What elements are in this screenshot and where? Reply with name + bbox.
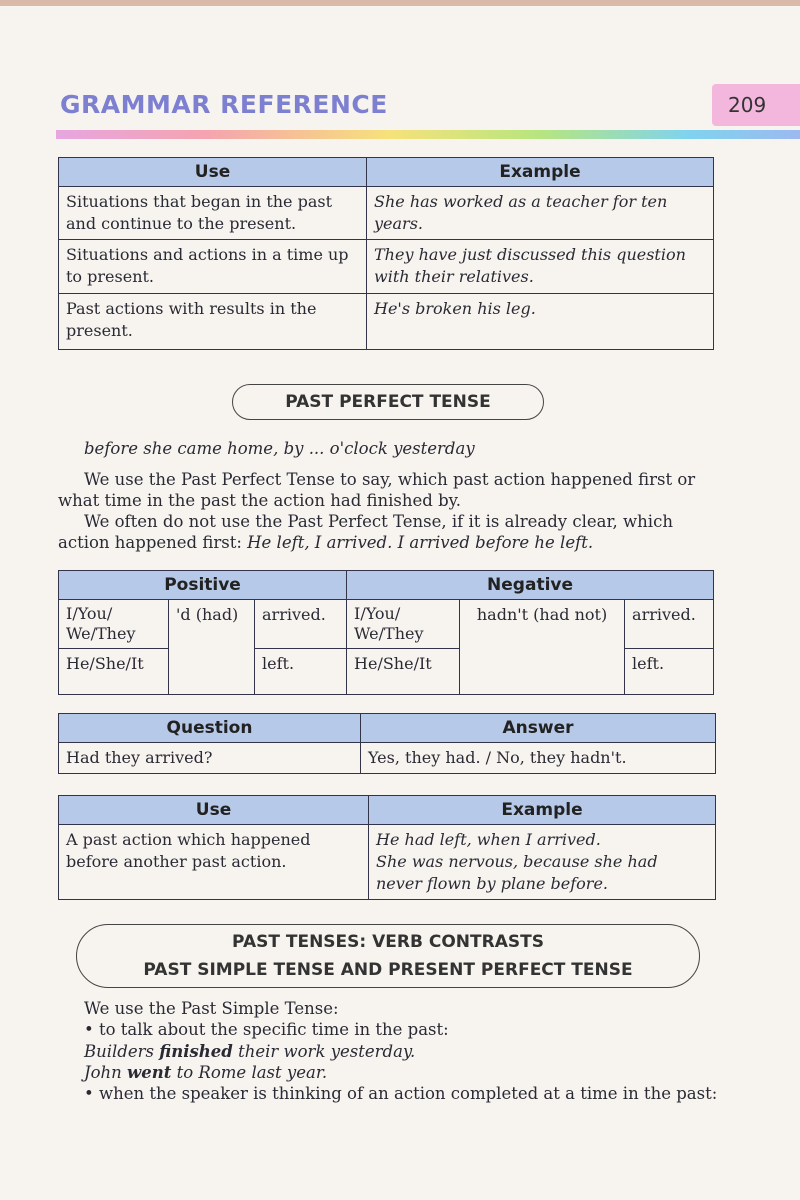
past-perfect-heading xyxy=(232,384,544,420)
verb-contrasts-heading-line1: PAST TENSES: VERB CONTRASTS xyxy=(232,932,544,952)
answer-header: Answer xyxy=(361,714,716,743)
verb-contrasts-heading xyxy=(76,924,700,988)
past-perfect-paragraph-1-text: We use the Past Perfect Tense to say, which past action happened first or what time in the past the action had finished by. xyxy=(58,470,696,510)
example-john xyxy=(84,1062,724,1083)
past-perfect-paragraph-1 xyxy=(58,469,718,511)
time-markers: before she came home, by ... o'clock yesterday xyxy=(84,439,475,458)
section-title: GRAMMAR REFERENCE xyxy=(60,90,388,119)
negative-header: Negative xyxy=(347,571,714,600)
table-row xyxy=(59,240,714,294)
past-perfect-heading-text: PAST PERFECT TENSE xyxy=(285,392,491,412)
use-header: Use xyxy=(59,796,369,825)
verb-cell: left. xyxy=(255,649,347,695)
example-cell: She has worked as a teacher for ten years. xyxy=(367,187,714,240)
past-perfect-paragraph-2-text: We often do not use the Past Perfect Tense, if it is already clear, which action happened first: xyxy=(58,512,673,552)
example-text: John xyxy=(84,1063,128,1082)
present-perfect-use-table xyxy=(58,157,714,350)
question-cell: Had they arrived? xyxy=(59,743,361,774)
table-row xyxy=(59,600,714,649)
bullet-specific-time: • to talk about the specific time in the past: xyxy=(84,1020,449,1039)
example-text: their work yesterday. xyxy=(232,1042,416,1061)
positive-header: Positive xyxy=(59,571,347,600)
verb-cell: arrived. xyxy=(255,600,347,649)
subject-cell: I/You/ We/They xyxy=(347,600,460,649)
answer-cell: Yes, they had. / No, they hadn't. xyxy=(361,743,716,774)
aux-cell: 'd (had) xyxy=(169,600,255,695)
example-cell xyxy=(369,825,716,900)
table-row xyxy=(59,294,714,350)
subject-cell: He/She/It xyxy=(347,649,460,695)
use-cell: Past actions with results in the present. xyxy=(59,294,367,350)
example-text: to Rome last year. xyxy=(171,1063,328,1082)
table-row xyxy=(59,743,716,774)
aux-cell: hadn't (had not) xyxy=(460,600,625,695)
example-header: Example xyxy=(369,796,716,825)
verb-cell: left. xyxy=(625,649,714,695)
subject-cell: I/You/ We/They xyxy=(59,600,169,649)
use-cell: A past action which happened before another past action. xyxy=(59,825,369,900)
example-cell: They have just discussed this question with their relatives. xyxy=(367,240,714,294)
use-cell: Situations and actions in a time up to present. xyxy=(59,240,367,294)
page-number: 209 xyxy=(728,93,767,117)
example-text: Builders xyxy=(84,1042,160,1061)
use-cell: Situations that began in the past and continue to the present. xyxy=(59,187,367,240)
example-line: She was nervous, because she had never flown by plane before. xyxy=(376,852,658,893)
table-row xyxy=(59,187,714,240)
question-answer-table xyxy=(58,713,716,774)
verb-contrasts-heading-line2: PAST SIMPLE TENSE AND PRESENT PERFECT TENSE xyxy=(143,960,633,980)
past-perfect-use-table xyxy=(58,795,716,900)
form-table xyxy=(58,570,714,695)
example-verb: finished xyxy=(159,1042,233,1061)
use-header: Use xyxy=(59,158,367,187)
question-header: Question xyxy=(59,714,361,743)
example-verb: went xyxy=(127,1063,172,1082)
example-line: He had left, when I arrived. xyxy=(376,830,601,849)
example-builders xyxy=(84,1041,724,1062)
past-perfect-paragraph-2-example: He left, I arrived. I arrived before he left. xyxy=(247,533,594,552)
past-simple-intro: We use the Past Simple Tense: xyxy=(84,999,339,1018)
verb-cell: arrived. xyxy=(625,600,714,649)
past-perfect-paragraph-2 xyxy=(58,511,718,553)
subject-cell: He/She/It xyxy=(59,649,169,695)
table-row xyxy=(59,825,716,900)
example-header: Example xyxy=(367,158,714,187)
page-top-edge xyxy=(0,0,800,6)
bullet-completed-action: • when the speaker is thinking of an action completed at a time in the past: xyxy=(84,1084,718,1103)
example-cell: He's broken his leg. xyxy=(367,294,714,350)
rainbow-divider xyxy=(56,130,800,139)
